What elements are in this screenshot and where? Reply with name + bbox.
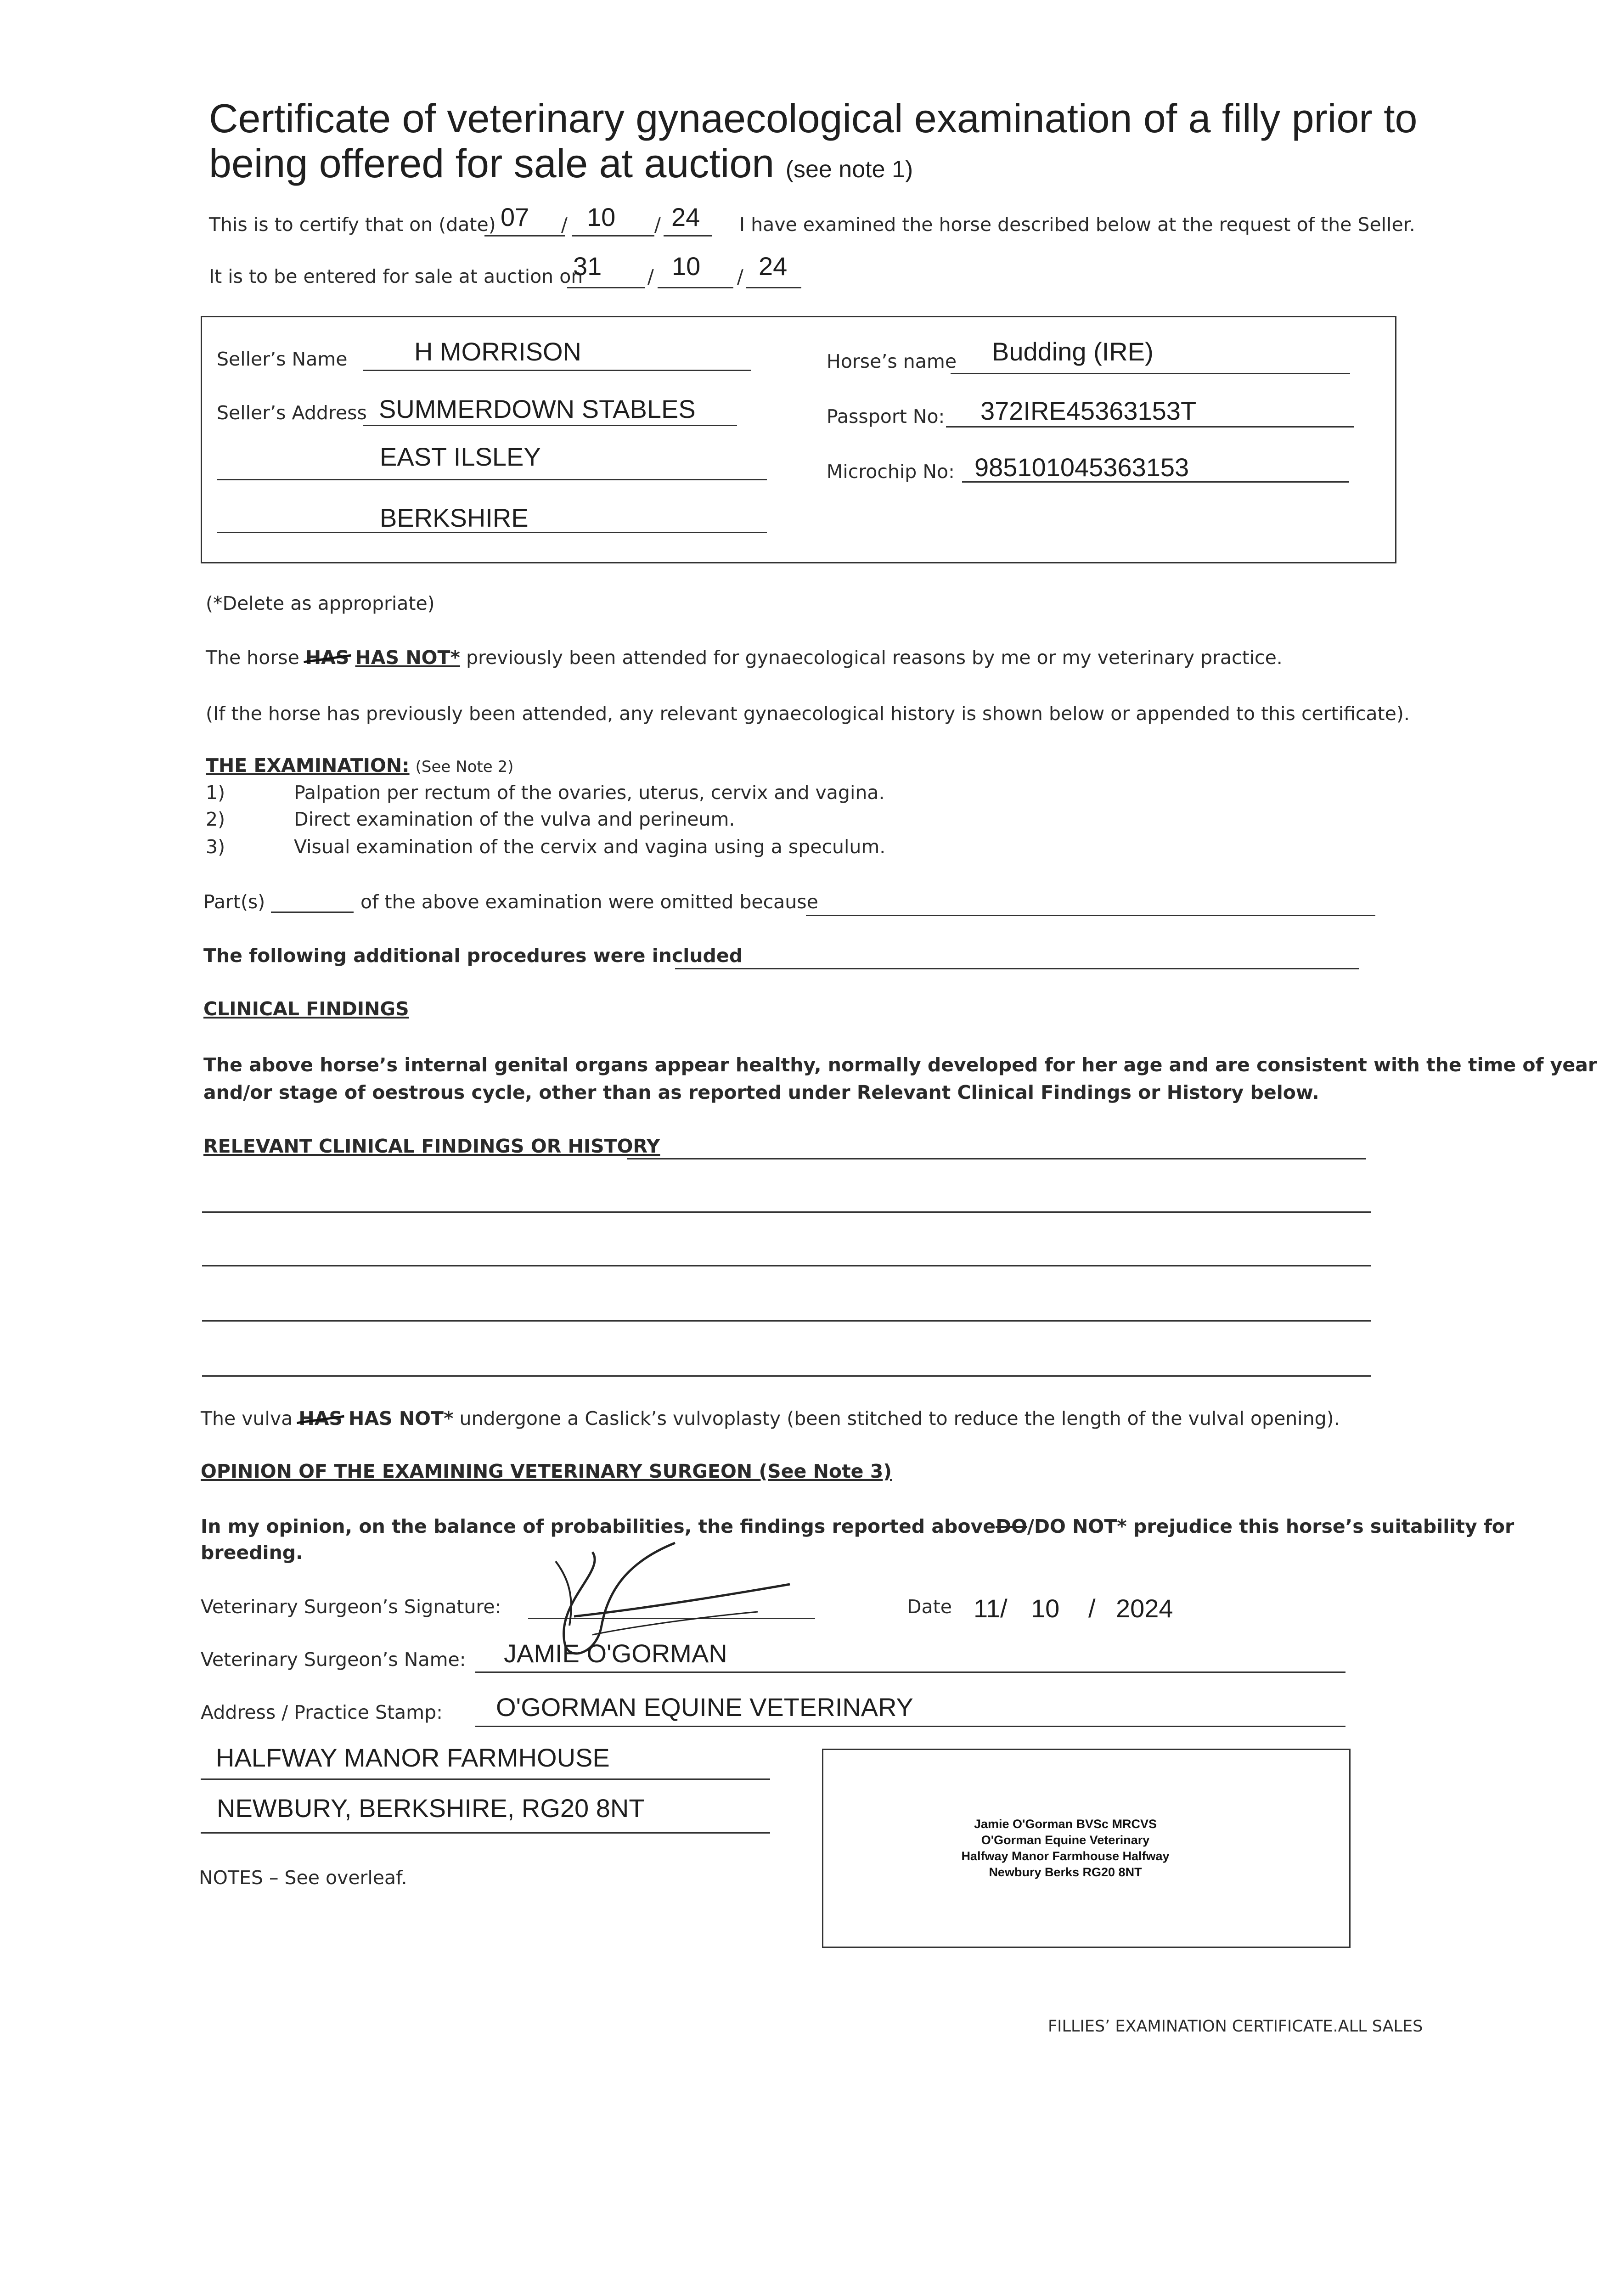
signature-date-sep: / <box>1088 1594 1096 1623</box>
vet-name: JAMIE O'GORMAN <box>504 1639 727 1668</box>
passport-label: Passport No: <box>827 405 945 428</box>
vet-name-label: Veterinary Surgeon’s Name: <box>201 1649 466 1671</box>
parts-blank <box>271 912 354 913</box>
auction-day-line <box>567 287 645 288</box>
relevant-line-4 <box>202 1375 1371 1377</box>
practice-line <box>475 1726 1345 1727</box>
vulva-chosen-option: HAS NOT* <box>349 1407 454 1429</box>
auction-sep-2: / <box>737 265 743 287</box>
examination-heading-text: THE EXAMINATION: <box>206 754 410 777</box>
auction-prefix: It is to be entered for sale at auction on <box>209 265 583 287</box>
auction-month-line <box>658 287 733 288</box>
relevant-line-1 <box>202 1211 1371 1213</box>
attended-prefix: The horse <box>206 647 299 669</box>
parts-prefix: Part(s) <box>203 891 265 913</box>
seller-address-line-3: BERKSHIRE <box>380 503 529 532</box>
vulva-prefix: The vulva <box>201 1407 293 1429</box>
stamp-line-1: Jamie O'Gorman BVSc MRCVS <box>974 1817 1157 1831</box>
opinion-line-2: breeding. <box>201 1542 303 1564</box>
auction-year: 24 <box>759 252 788 281</box>
stamp-line-3: Halfway Manor Farmhouse Halfway <box>961 1849 1170 1863</box>
seller-address-line-1-rule <box>363 425 737 426</box>
horse-name: Budding (IRE) <box>992 337 1154 366</box>
relevant-heading: RELEVANT CLINICAL FINDINGS OR HISTORY <box>203 1135 660 1157</box>
horse-name-line <box>951 373 1350 374</box>
microchip-number: 985101045363153 <box>974 453 1189 482</box>
attended-suffix: previously been attended for gynaecological reasons by me or my veterinary practice. <box>466 647 1283 669</box>
additional-blank <box>675 968 1359 969</box>
auction-day: 31 <box>573 252 602 281</box>
exam-item-3-text: Visual examination of the cervix and vagina using a speculum. <box>294 836 886 858</box>
certify-sep-2: / <box>654 214 661 236</box>
exam-item-3-num: 3) <box>206 836 225 858</box>
certify-suffix: I have examined the horse described below at the request of the Seller. <box>739 214 1415 236</box>
certify-prefix: This is to certify that on (date) <box>209 214 496 236</box>
examination-heading-note: (See Note 2) <box>415 758 514 776</box>
vulva-suffix: undergone a Caslick’s vulvoplasty (been stitched to reduce the length of the vulval opening). <box>459 1407 1340 1429</box>
history-note: (If the horse has previously been attended, any relevant gynaecological history is shown below or appended to this certificate). <box>206 703 1410 725</box>
practice-name: O'GORMAN EQUINE VETERINARY <box>496 1693 913 1722</box>
exam-item-1-text: Palpation per rectum of the ovaries, uterus, cervix and vagina. <box>294 782 885 804</box>
relevant-line-2 <box>202 1265 1371 1266</box>
relevant-line-0 <box>627 1158 1366 1159</box>
seller-address-label: Seller’s Address <box>217 402 367 424</box>
vet-address-line-1: HALFWAY MANOR FARMHOUSE <box>216 1743 610 1772</box>
date-label: Date <box>907 1596 952 1618</box>
title-note: (see note 1) <box>785 156 913 183</box>
opinion-prefix: In my opinion, on the balance of probabilities, the findings reported above <box>201 1515 996 1537</box>
title-line-2 <box>209 141 913 186</box>
notes-label: NOTES – See overleaf. <box>199 1867 407 1889</box>
vet-name-line <box>475 1671 1345 1673</box>
signature-date-day: 11/ <box>974 1594 1008 1623</box>
certify-month: 10 <box>587 203 616 231</box>
stamp-line-2: O'Gorman Equine Veterinary <box>981 1833 1150 1847</box>
opinion-line-1 <box>201 1515 1514 1537</box>
passport-line <box>946 426 1354 428</box>
certify-day: 07 <box>501 203 529 231</box>
clinical-heading: CLINICAL FINDINGS <box>203 998 409 1020</box>
title-line-2-text: being offered for sale at auction <box>209 141 775 186</box>
vulva-statement <box>201 1407 1340 1429</box>
attended-chosen-option: HAS NOT* <box>355 647 460 669</box>
clinical-text-line-1: The above horse’s internal genital organs appear healthy, normally developed for her age and are consistent with the time of year <box>203 1054 1598 1076</box>
certify-day-line <box>484 235 565 236</box>
vet-address-line-1-rule <box>201 1778 770 1780</box>
parts-middle: of the above examination were omitted because <box>360 891 818 913</box>
microchip-label: Microchip No: <box>827 461 955 483</box>
opinion-suffix: /DO NOT* prejudice this horse’s suitability for <box>1027 1515 1514 1537</box>
exam-item-2-text: Direct examination of the vulva and perineum. <box>294 808 735 830</box>
certify-month-line <box>572 235 654 236</box>
additional-procedures: The following additional procedures were included <box>203 945 743 967</box>
attended-statement <box>206 647 1283 669</box>
examination-heading <box>206 754 513 777</box>
signature-date-month: 10 <box>1031 1594 1060 1623</box>
auction-month: 10 <box>672 252 701 281</box>
clinical-text-line-2: and/or stage of oestrous cycle, other than as reported under Relevant Clinical Findings or History below. <box>203 1081 1319 1103</box>
auction-sep-1: / <box>647 265 654 287</box>
seller-name-label: Seller’s Name <box>217 348 348 370</box>
stamp-line-4: Newbury Berks RG20 8NT <box>989 1865 1142 1880</box>
delete-note: (*Delete as appropriate) <box>206 592 435 614</box>
title-line-1: Certificate of veterinary gynaecological examination of a filly prior to <box>209 96 1418 141</box>
footer-label: FILLIES’ EXAMINATION CERTIFICATE.ALL SALES <box>1048 2017 1423 2036</box>
opinion-heading: OPINION OF THE EXAMINING VETERINARY SURGEON (See Note 3) <box>201 1460 892 1482</box>
exam-item-1-num: 1) <box>206 782 225 804</box>
certify-sep-1: / <box>561 214 568 236</box>
vet-address-line-2: NEWBURY, BERKSHIRE, RG20 8NT <box>217 1794 645 1823</box>
seller-address-line-1: SUMMERDOWN STABLES <box>379 394 696 423</box>
certify-year-line <box>664 235 712 236</box>
seller-address-line-2-rule <box>217 479 767 480</box>
practice-stamp <box>937 1816 1194 1880</box>
auction-year-line <box>746 287 801 288</box>
passport-number: 372IRE45363153T <box>980 396 1197 425</box>
attended-struck-option: HAS <box>305 647 349 669</box>
certify-year: 24 <box>671 203 700 231</box>
opinion-struck-option: DO <box>996 1515 1027 1537</box>
seller-name-line <box>363 370 751 371</box>
seller-name: H MORRISON <box>414 337 581 366</box>
vet-address-line-2-rule <box>201 1832 770 1834</box>
vulva-struck-option: HAS <box>298 1407 343 1429</box>
horse-name-label: Horse’s name <box>827 350 957 372</box>
signature-label: Veterinary Surgeon’s Signature: <box>201 1596 501 1618</box>
relevant-line-3 <box>202 1320 1371 1322</box>
seller-address-line-2: EAST ILSLEY <box>380 442 541 471</box>
parts-reason-blank <box>806 915 1375 916</box>
address-label: Address / Practice Stamp: <box>201 1701 443 1723</box>
signature-date-year: 2024 <box>1116 1594 1173 1623</box>
exam-item-2-num: 2) <box>206 808 225 830</box>
